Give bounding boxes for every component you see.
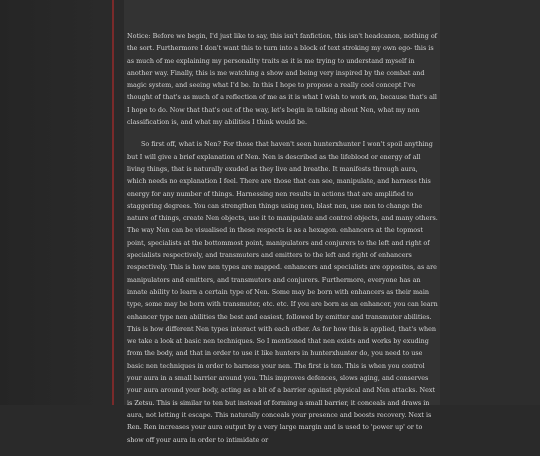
left-margin (0, 0, 104, 405)
article-paragraph-nen: So first off, what is Nen? For those that haven't seen hunterxhunter I won't spoil anything but I will give a brief explanation of Nen. Nen is described as the lifeblood or energy of all living things, that is naturally exuded as they live and breathe. It manifests through aura, which needs no explanation I feel. There are those that can see, manipulate, and harness this energy for any number of things. Harnessing nen results in actions that are amplified to staggering degrees. You can strengthen things using nen, blast nen, use nen to change the nature of things, create Nen objects, use it to manipulate and control objects, and many others. The way Nen can be visualised in these respects is as a hexagon. enhancers at the topmost point, specialists at the bottommost point, manipulators and conjurers to the left and right of specialists respectively, and transmuters and emitters to the left and right of enhancers respectively. This is how nen types are mapped. enhancers and specialists are opposites, as are manipulators and emitters, and transmuters and conjurers. Furthermore, everyone has an innate ability to learn a certain type of Nen. Some may be born with enhancers as their main type, some may be born with transmuter, etc. etc. If you are born as an enhancer, you can learn enhancer type nen abilities the best and easiest, followed by emitter and transmuter abilities. This is how different Nen types interact with each other. As for how this is applied, that's when we take a look at basic nen techniques. So I mentioned that nen exists and works by exuding from the body, and that in order to use it like hunters in hunterxhunter do, you need to use basic nen techniques in order to harness your nen. The first is ten. This is when you control your aura in a small barrier around you. This improves defences, slows aging, and conserves your aura around your body, acting as a bit of a barrier against physical and Nen attacks. Next is Zetsu. This is similar to ten but instead of forming a small barrier, it conceals and draws in aura, not letting it escape. This naturally conceals your presence and boosts recovery. Next is Ren. Ren increases your aura output by a very large margin and is used to 'power up' or to show off your aura in order to intimidate or (127, 140, 438, 444)
article-body (127, 30, 439, 456)
article-column (124, 0, 440, 444)
red-margin-rule (112, 0, 114, 405)
article-paragraph-notice: Notice: Before we begin, I'd just like to say, this isn't fanfiction, this isn't headcanon, nothing of the sort. Furthermore I don't want this to turn into a block of text stroking my own ego- this is as much of me explaining my personality traits as it is me trying to understand myself in another way. Finally, this is me watching a show and being very inspired by the combat and magic system, and seeing what I'd be. In this I hope to propose a really cool concept I've thought of that's as much of a reflection of me as it is what I wish to work on, because that's all I hope to do. Now that that's out of the way, let's begin in talking about Nen, what my nen classification is, and what my abilities I think would be. (127, 32, 438, 127)
right-margin (440, 0, 540, 405)
